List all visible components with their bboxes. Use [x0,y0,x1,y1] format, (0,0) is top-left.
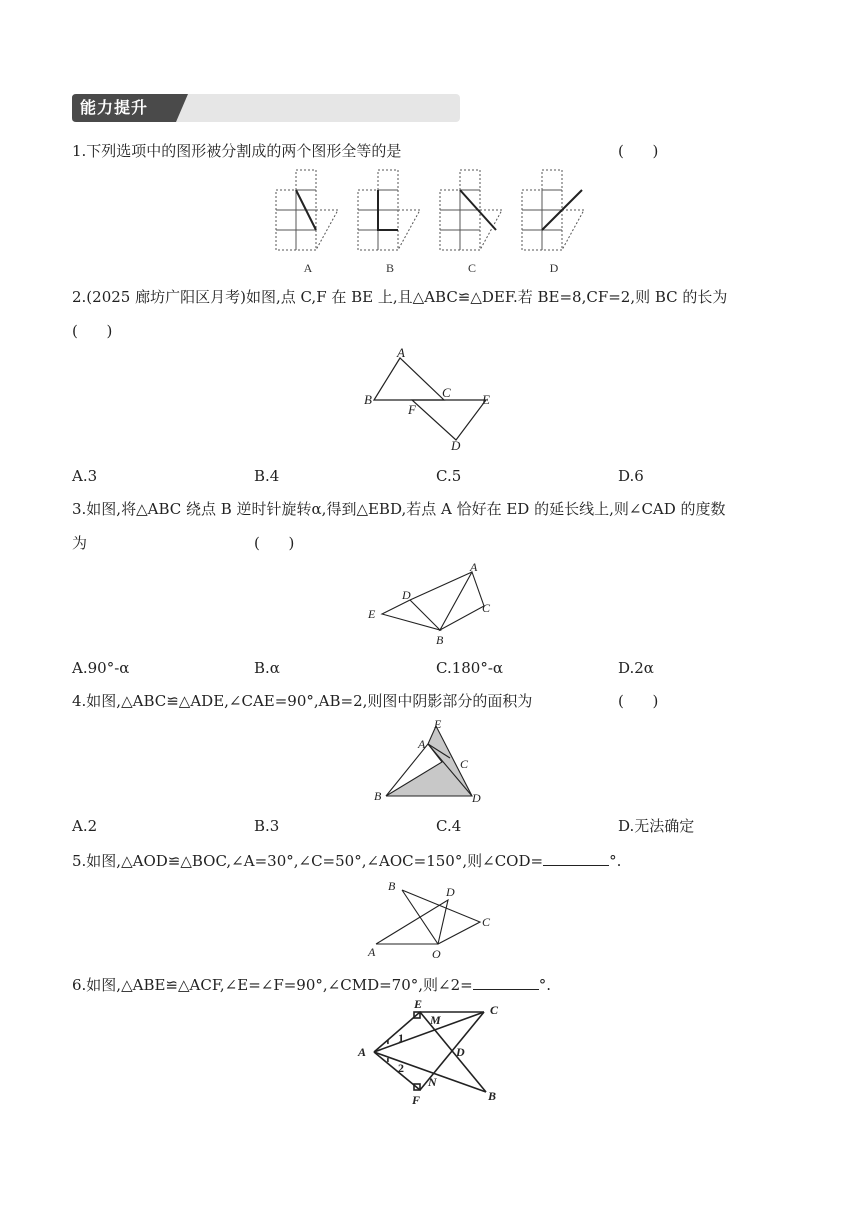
q4-option-b: B.3 [254,817,280,835]
q3-option-d: D.2α [618,659,654,677]
q3-option-c: C.180°-α [436,659,504,677]
fig6-label-f: F [412,1093,421,1107]
question-3-answer-paren: ( ) [254,534,295,552]
fig2-label-b: B [364,392,372,407]
fig6-label-b: B [488,1089,497,1103]
q4-option-d: D.无法确定 [618,817,695,835]
fig5-label-d: D [446,885,455,899]
question-3-text-line2: 为 [72,534,88,552]
fig2-label-a: A [397,345,405,360]
question-6-line [72,974,551,996]
question-3-figure [364,560,504,650]
q2-option-b: B.4 [254,467,280,485]
q3-option-a: A.90°-α [72,659,130,677]
section-title: 能力提升 [80,98,149,117]
fig2-label-c: C [442,385,451,400]
question-4-text: 4.如图,△ABC≌△ADE,∠CAE=90°,AB=2,则图中阴影部分的面积为 [72,692,533,710]
q2-option-d: D.6 [618,467,644,485]
question-6-text: 6.如图,△ABE≌△ACF,∠E=∠F=90°,∠CMD=70°,则∠2= [72,976,473,994]
q4-option-a: A.2 [72,817,98,835]
question-5-line [72,850,621,872]
fig6-label-e: E [414,998,423,1011]
question-1-answer-paren: ( ) [618,142,659,160]
option-c-label: C [467,261,477,275]
fig6-label-c: C [490,1003,499,1017]
question-2-text: 2.(2025 廊坊广阳区月考)如图,点 C,F 在 BE 上,且△ABC≌△DEF.若 BE=8,CF=2,则 BC 的长为 [72,288,728,306]
option-a-label: A [303,261,313,275]
fig3-label-b: B [436,633,444,647]
question-4-answer-paren: ( ) [618,692,659,710]
fig6-label-a: A [358,1045,367,1059]
fig6-label-m: M [430,1013,441,1027]
question-4-figure [368,716,492,808]
question-5-text: 5.如图,△AOD≌△BOC,∠A=30°,∠C=50°,∠AOC=150°,则∠COD= [72,852,544,870]
q4-option-c: C.4 [436,817,462,835]
fig6-label-d: D [456,1045,465,1059]
fig6-angle-1: 1 [398,1031,404,1045]
fig4-label-a: A [418,737,426,751]
fig5-label-a: A [368,945,376,959]
question-6-figure [352,998,512,1110]
fig2-label-e: E [482,392,490,407]
fig3-label-e: E [368,607,376,621]
question-3-text-line1: 3.如图,将△ABC 绕点 B 逆时针旋转α,得到△EBD,若点 A 恰好在 ED 的延长线上,则∠CAD 的度数 [72,500,726,518]
q3-option-b: B.α [254,659,280,677]
fig4-label-c: C [460,757,469,771]
option-b-figure [358,170,420,250]
fig3-label-d: D [402,588,411,602]
fig4-label-d: D [472,791,481,805]
question-5-figure [362,876,502,962]
fig4-label-b: B [374,789,382,803]
fig2-label-d: D [451,438,461,453]
option-d-figure [522,170,584,250]
option-d-label: D [549,261,559,275]
question-6-answer-blank[interactable] [473,975,539,990]
question-2-figure [360,344,500,456]
fig2-label-f: F [408,402,416,417]
question-1-figure [268,164,598,280]
question-6-suffix: °. [538,976,551,994]
fig3-label-c: C [482,601,491,615]
question-2-answer-paren: ( ) [72,322,113,340]
fig6-angle-2: 2 [398,1061,404,1075]
fig5-label-o: O [432,947,441,961]
fig6-label-n: N [428,1075,437,1089]
question-5-suffix: °. [609,852,622,870]
option-b-label: B [385,261,395,275]
q2-option-c: C.5 [436,467,462,485]
option-c-figure [440,170,502,250]
question-5-answer-blank[interactable] [543,851,609,866]
question-1-text: 1.下列选项中的图形被分割成的两个图形全等的是 [72,142,402,160]
fig5-label-c: C [482,915,491,929]
fig5-label-b: B [388,879,396,893]
q2-option-a: A.3 [72,467,98,485]
fig3-label-a: A [470,560,478,574]
fig4-label-e: E [434,717,442,731]
